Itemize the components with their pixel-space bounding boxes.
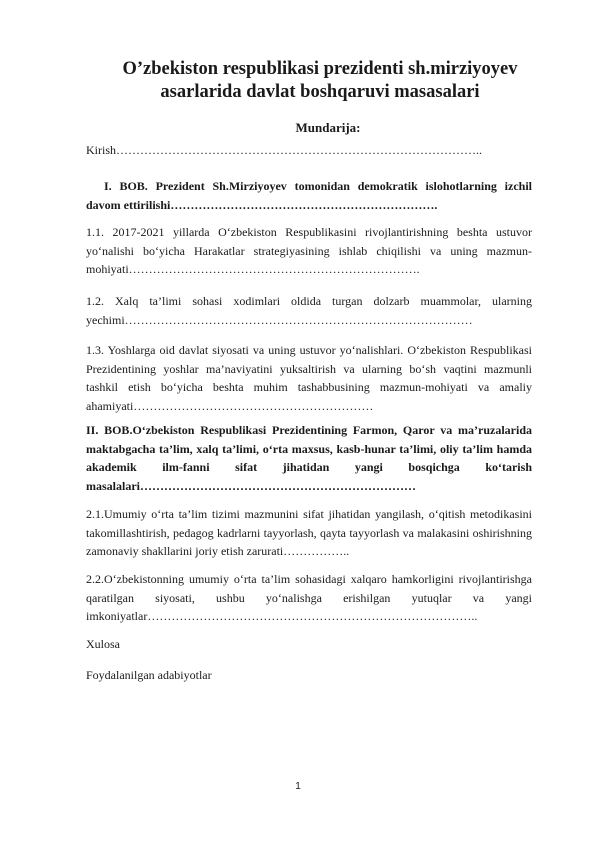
toc-entry-1-2: 1.2. Xalq ta’limi sohasi xodimlari oldida turgan dolzarb muammolar, ularning yechimi……………………………………………………………………………	[86, 294, 532, 327]
toc-entry-conclusion: Xulosa	[86, 637, 120, 651]
toc-entry-2-2: 2.2.O‘zbekistonning umumiy o‘rta ta’lim sohasidagi xalqaro hamkorligini rivojlantirishga qaratilgan siyosati, ushbu yo‘nalishga erishilgan yutuqlar va yangi imkoniyatlar………………………………………………………………………..	[86, 572, 532, 623]
toc-heading: Mundarija:	[295, 120, 361, 135]
toc-entry-chapter-2: II. BOB.O‘zbekiston Respublikasi Prezidentining Farmon, Qaror va ma’ruzalarida maktabgacha ta’lim, xalq ta’limi, o‘rta maxsus, kasb-hunar ta’limi, oliy ta’lim hamda akademik ilm-fanni sifat jihatidan yangi bosqichga ko‘tarish masalalari……………………………………………………………	[86, 423, 532, 493]
toc-entry-bibliography: Foydalanilgan adabiyotlar	[86, 668, 212, 682]
toc-entry-2-1: 2.1.Umumiy o‘rta ta’lim tizimi mazmunini sifat jihatidan yangilash, o‘qitish metodikasini takomillashtirish, pedagog kadrlarni tayyorlash, qayta tayyorlash va malakasini oshirishning zamonaviy shakllarini joriy etish zarurati……………..	[86, 507, 532, 558]
title-line-1: O’zbekiston respublikasi prezidenti sh.mirziyoyev	[122, 59, 518, 79]
toc-entry-introduction: Kirish………………………………………………………………………………..	[86, 143, 482, 157]
toc-entry-chapter-1: I. BOB. Prezident Sh.Mirziyoyev tomonidan demokratik islohotlarning izchil davom ettirilishi………………………………………………………….	[86, 179, 532, 212]
title-line-2: asarlarida davlat boshqaruvi masasalari	[160, 82, 480, 102]
page-number: 1	[295, 781, 301, 792]
document-title	[60, 58, 580, 104]
toc-entry-1-1: 1.1. 2017-2021 yillarda O‘zbekiston Respublikasini rivojlantirishning beshta ustuvor yo‘nalishi bo‘yicha Harakatlar strategiyasining ishlab chiqilishi va uning mazmun-mohiyati……………………………………………………………….	[86, 225, 532, 276]
toc-entry-1-3: 1.3. Yoshlarga oid davlat siyosati va uning ustuvor yo‘nalishlari. O‘zbekiston Respublikasi Prezidentining yoshlar ma’naviyatini yuksaltirish va ularning bo‘sh vaqtini mazmunli tashkil etish bo‘yicha beshta muhim tashabbusining mazmun-mohiyati va amaliy ahamiyati……………………………………………………	[86, 343, 532, 413]
